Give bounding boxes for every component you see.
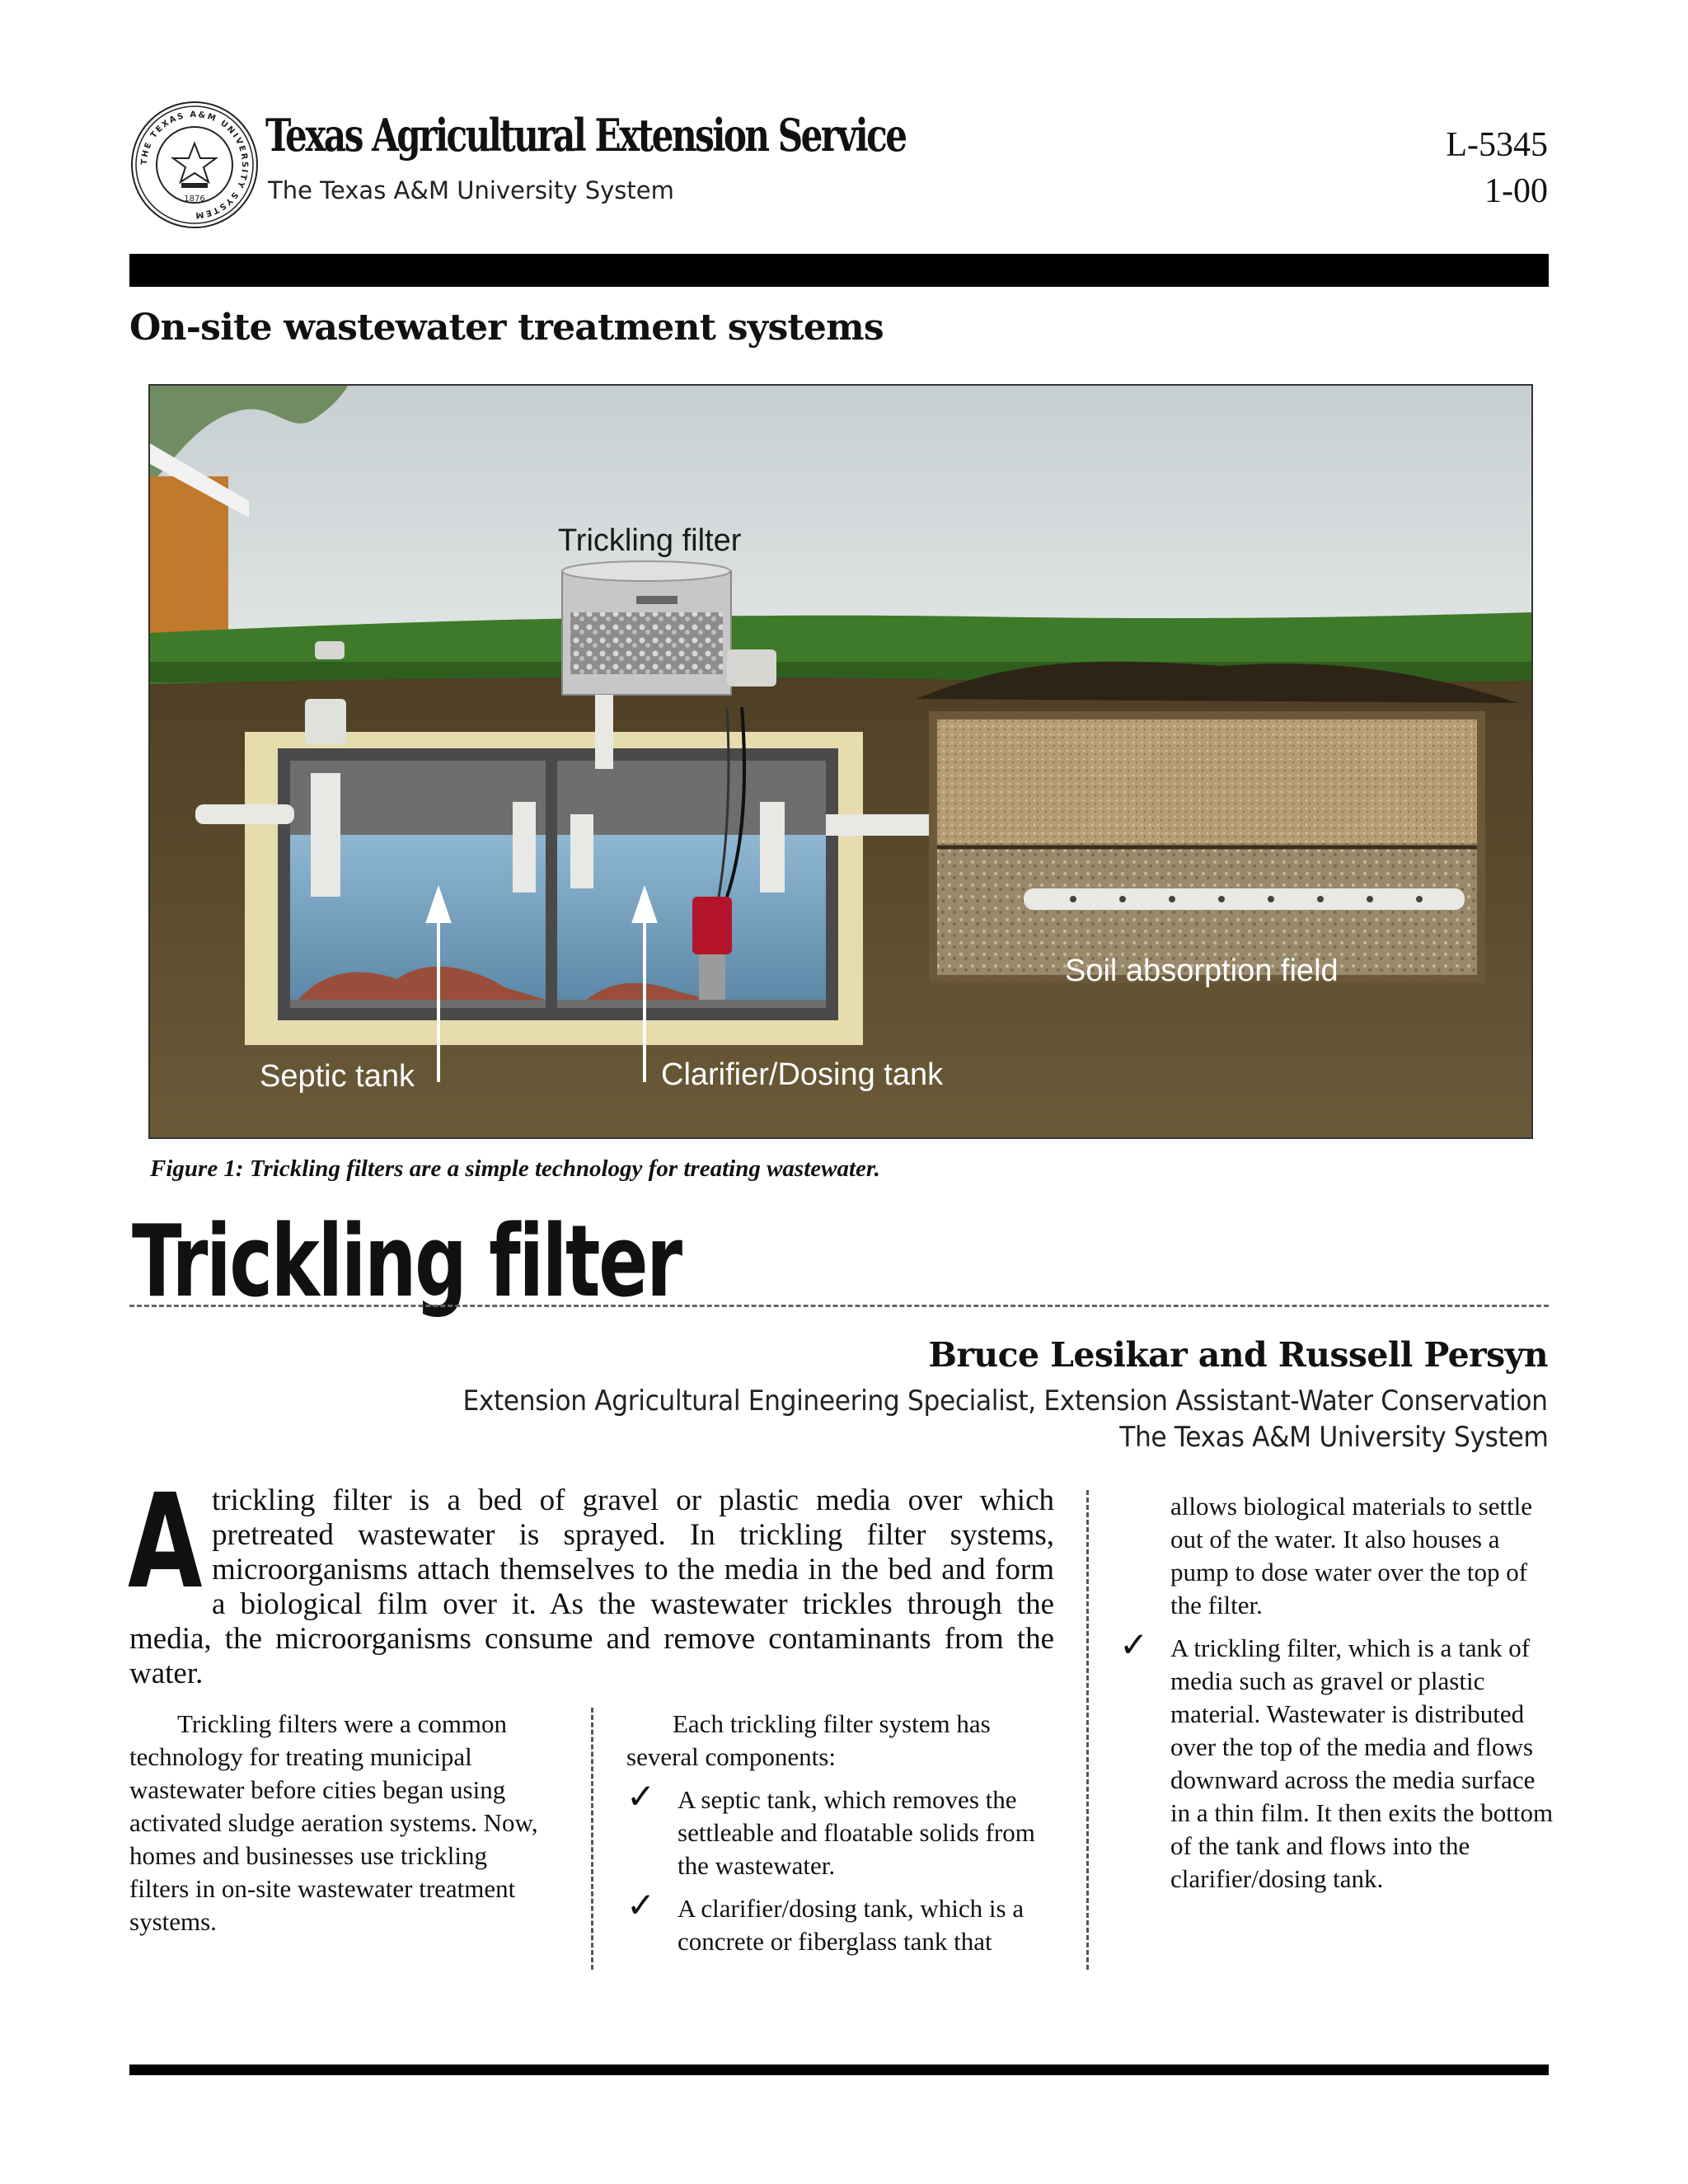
list-item-text: A trickling filter, which is a tank of media such as gravel or plastic material. Wastewater is distributed over the top of the media and flows downward across the media surface in a thin film. It then exits the bottom of the tank and flows into the clarifier/dosing tank.	[1170, 1633, 1554, 1893]
org-name: Texas Agricultural Extension Service	[265, 109, 906, 162]
lead-text: trickling filter is a bed of gravel or plastic media over which pretreated wastewater is sprayed. In trickling filter systems, microorganisms attach themselves to the media in the bed and form a biological film over it. As the wastewater trickles through the media, the microorganisms consume and remove contaminants from the water.	[129, 1483, 1054, 1690]
lead-paragraph	[128, 1466, 1054, 1691]
list-item-continuation: allows biological materials to settle out of the water. It also houses a pump to dose water over the top of the filter.	[1170, 1492, 1533, 1619]
list-item	[626, 1885, 1055, 1958]
title-rule	[129, 1305, 1549, 1307]
seal-year: 1876	[184, 194, 205, 204]
label-septic-tank: Septic tank	[260, 1059, 415, 1094]
column-divider	[591, 1708, 593, 1970]
header-rule	[129, 254, 1549, 287]
column-2	[626, 1708, 1055, 1968]
label-trickling-filter: Trickling filter	[558, 523, 742, 558]
university-seal	[130, 101, 259, 229]
list-item-text: A septic tank, which removes the settleable and floatable solids from the wastewater.	[678, 1785, 1035, 1880]
column-divider	[1086, 1490, 1089, 1970]
drop-cap: A	[128, 1466, 203, 1618]
author-affiliation: Extension Agricultural Engineering Specialist, Extension Assistant-Water Conservation	[462, 1385, 1548, 1418]
list-item-text: A clarifier/dosing tank, which is a concrete or fiberglass tank that	[678, 1894, 1025, 1956]
system-illustration	[148, 384, 1533, 1139]
label-clarifier: Clarifier/Dosing tank	[661, 1057, 944, 1092]
column-3	[1119, 1490, 1556, 1905]
figure-caption: Figure 1: Trickling filters are a simple technology for treating wastewater.	[150, 1155, 880, 1182]
list-item	[626, 1776, 1055, 1882]
list-item	[1119, 1624, 1556, 1896]
check-icon: ✓	[626, 1885, 656, 1925]
series-title: On-site wastewater treatment systems	[129, 307, 884, 349]
document-code	[1446, 122, 1548, 214]
check-icon: ✓	[626, 1776, 656, 1816]
page-title: Trickling filter	[132, 1205, 681, 1319]
author-names: Bruce Lesikar and Russell Persyn	[928, 1335, 1548, 1375]
footer-rule	[129, 2064, 1549, 2075]
check-icon: ✓	[1119, 1624, 1149, 1665]
seal-ring-text: THE TEXAS A&M UNIVERSITY SYSTEM	[139, 110, 250, 220]
column-1	[129, 1708, 550, 1938]
document-date: 1-00	[1484, 172, 1548, 210]
org-subtitle: The Texas A&M University System	[268, 176, 674, 204]
components-intro: Each trickling filter system has several components:	[626, 1709, 991, 1771]
document-number: L-5345	[1446, 126, 1548, 164]
label-soil-field: Soil absorption field	[1065, 954, 1339, 988]
author-institution: The Texas A&M University System	[1118, 1421, 1548, 1454]
history-paragraph: Trickling filters were a common technology for treating municipal wastewater before cities began using activated sludge aeration systems. Now, homes and businesses use trickling filters in on-site wastewater treatment systems.	[129, 1709, 538, 1936]
